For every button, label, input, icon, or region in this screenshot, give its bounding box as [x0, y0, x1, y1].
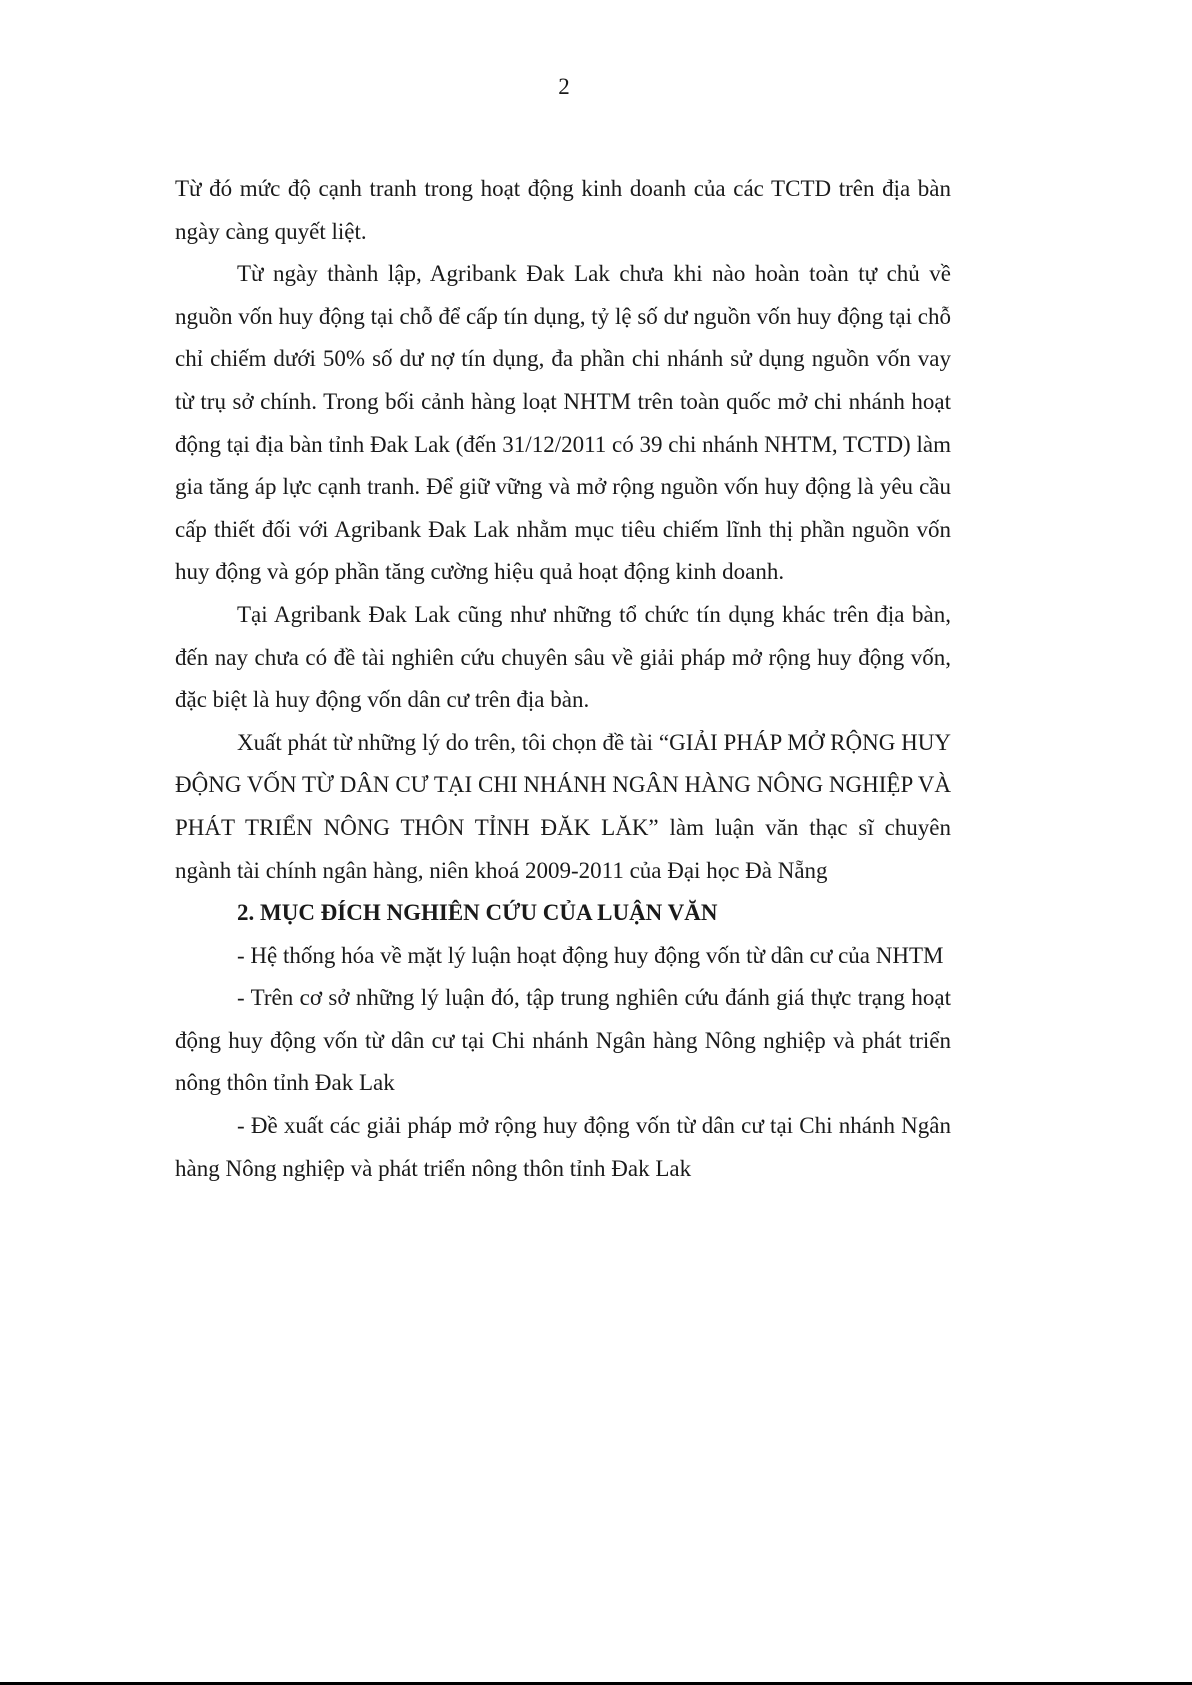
- purpose-item-3: - Đề xuất các giải pháp mở rộng huy động vốn từ dân cư tại Chi nhánh Ngân hàng Nông nghiệp và phát triển nông thôn tỉnh Đak Lak: [175, 1113, 951, 1181]
- paragraph-topic-choice: Xuất phát từ những lý do trên, tôi chọn đề tài “GIẢI PHÁP MỞ RỘNG HUY ĐỘNG VỐN TỪ DÂN CƯ TẠI CHI NHÁNH NGÂN HÀNG NÔNG NGHIỆP VÀ PHÁT TRIỂN NÔNG THÔN TỈNH ĐĂK LĂK” làm luận văn thạc sĩ chuyên ngành tài chính ngân hàng, niên khoá 2009-2011 của Đại học Đà Nẵng: [175, 729, 951, 883]
- purpose-item-2: - Trên cơ sở những lý luận đó, tập trung nghiên cứu đánh giá thực trạng hoạt động huy động vốn từ dân cư tại Chi nhánh Ngân hàng Nông nghiệp và phát triển nông thôn tỉnh Đak Lak: [175, 985, 951, 1096]
- paragraph-capital-context: Từ ngày thành lập, Agribank Đak Lak chưa khi nào hoàn toàn tự chủ về nguồn vốn huy động tại chỗ để cấp tín dụng, tỷ lệ số dư nguồn vốn huy động tại chỗ chỉ chiếm dưới 50% số dư nợ tín dụng, đa phần chi nhánh sử dụng nguồn vốn vay từ trụ sở chính. Trong bối cảnh hàng loạt NHTM trên toàn quốc mở chi nhánh hoạt động tại địa bàn tỉnh Đak Lak (đến 31/12/2011 có 39 chi nhánh NHTM, TCTD) làm gia tăng áp lực cạnh tranh. Để giữ vững và mở rộng nguồn vốn huy động là yêu cầu cấp thiết đối với Agribank Đak Lak nhằm mục tiêu chiếm lĩnh thị phần nguồn vốn huy động và góp phần tăng cường hiệu quả hoạt động kinh doanh.: [175, 261, 951, 585]
- document-body: [175, 168, 951, 1190]
- paragraph-research-gap: Tại Agribank Đak Lak cũng như những tổ chức tín dụng khác trên địa bàn, đến nay chưa có đề tài nghiên cứu chuyên sâu về giải pháp mở rộng huy động vốn, đặc biệt là huy động vốn dân cư trên địa bàn.: [175, 601, 951, 713]
- purpose-item-1: - Hệ thống hóa về mặt lý luận hoạt động huy động vốn từ dân cư của NHTM: [237, 942, 944, 968]
- section-heading-purpose: 2. MỤC ĐÍCH NGHIÊN CỨU CỦA LUẬN VĂN: [237, 900, 718, 926]
- paragraph-continuation: Từ đó mức độ cạnh tranh trong hoạt động kinh doanh của các TCTD trên địa bàn ngày càng quyết liệt.: [175, 176, 951, 244]
- page-number: 2: [558, 74, 570, 99]
